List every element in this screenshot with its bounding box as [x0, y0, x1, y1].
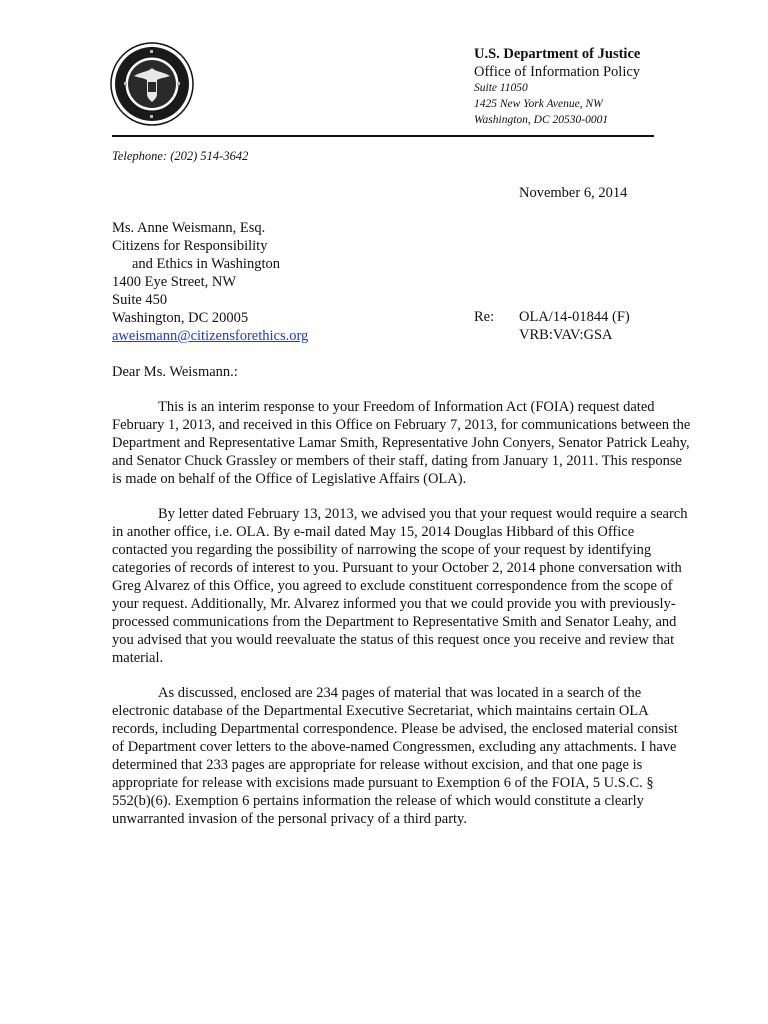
- recipient-line: 1400 Eye Street, NW: [112, 274, 237, 290]
- body-paragraph: This is an interim response to your Freedom of Information Act (FOIA) request dated February 1, 2013, and received in this Office on February 7, 2013, for communications between the Department and Representative Lamar Smith, Representative John Conyers, Senator Patrick Leahy, and Senator Chuck Grassley or members of their staff, dating from January 1, 2011. This response is made on behalf of the Office of Legislative Affairs (OLA).: [112, 399, 691, 487]
- reference-line: OLA/14-01844 (F): [519, 309, 630, 325]
- body-paragraph: By letter dated February 13, 2013, we advised you that your request would require a search in another office, i.e. OLA. By e-mail dated May 15, 2014 Douglas Hibbard of this Office contacted you regarding the possibility of narrowing the scope of your request by identifying categories of records of interest to you. Pursuant to your October 2, 2014 phone conversation with Greg Alvarez of this Office, you agreed to exclude constituent correspondence from the scope of your request. Additionally, Mr. Alvarez informed you that we could provide you with previously-processed communications from the Department to Representative Smith and Senator Leahy, and you advised that you would reevaluate the status of this request once you receive and review that material.: [112, 506, 688, 666]
- agency-name: U.S. Department of Justice: [474, 46, 641, 62]
- letterhead-divider: [112, 135, 654, 137]
- office-name: Office of Information Policy: [474, 64, 641, 80]
- letter-date: November 6, 2014: [519, 185, 628, 201]
- recipient-block: [112, 219, 308, 345]
- office-address-line: 1425 New York Avenue, NW: [474, 98, 603, 110]
- recipient-email-link[interactable]: aweismann@citizensforethics.org: [112, 328, 309, 344]
- body-paragraph: As discussed, enclosed are 234 pages of material that was located in a search of the electronic database of the Departmental Executive Secretariat, which maintains certain OLA records, including Departmental correspondence. Please be advised, the enclosed material consist of Department cover letters to the above-named Congressmen, excluding any attachments. I have determined that 233 pages are appropriate for release without excision, and that one page is appropriate for release with excisions made pursuant to Exemption 6 of the FOIA, 5 U.S.C. § 552(b)(6). Exemption 6 pertains information the release of which would constitute a clearly unwarranted invasion of the personal privacy of a third party.: [112, 685, 678, 827]
- office-address-line: Washington, DC 20530-0001: [474, 114, 609, 126]
- reference-values: [519, 308, 630, 344]
- recipient-line: Washington, DC 20005: [112, 310, 249, 326]
- office-address-line: Suite 11050: [474, 82, 528, 94]
- recipient-line: Ms. Anne Weismann, Esq.: [112, 220, 266, 236]
- recipient-line: and Ethics in Washington: [132, 256, 280, 272]
- recipient-line: Suite 450: [112, 292, 168, 308]
- salutation: Dear Ms. Weismann.:: [112, 364, 238, 380]
- doj-seal-logo: [110, 42, 194, 126]
- reference-label: Re:: [474, 309, 495, 325]
- recipient-line: Citizens for Responsibility: [112, 238, 268, 254]
- reference-line: VRB:VAV:GSA: [519, 327, 613, 343]
- telephone: Telephone: (202) 514-3642: [112, 149, 249, 163]
